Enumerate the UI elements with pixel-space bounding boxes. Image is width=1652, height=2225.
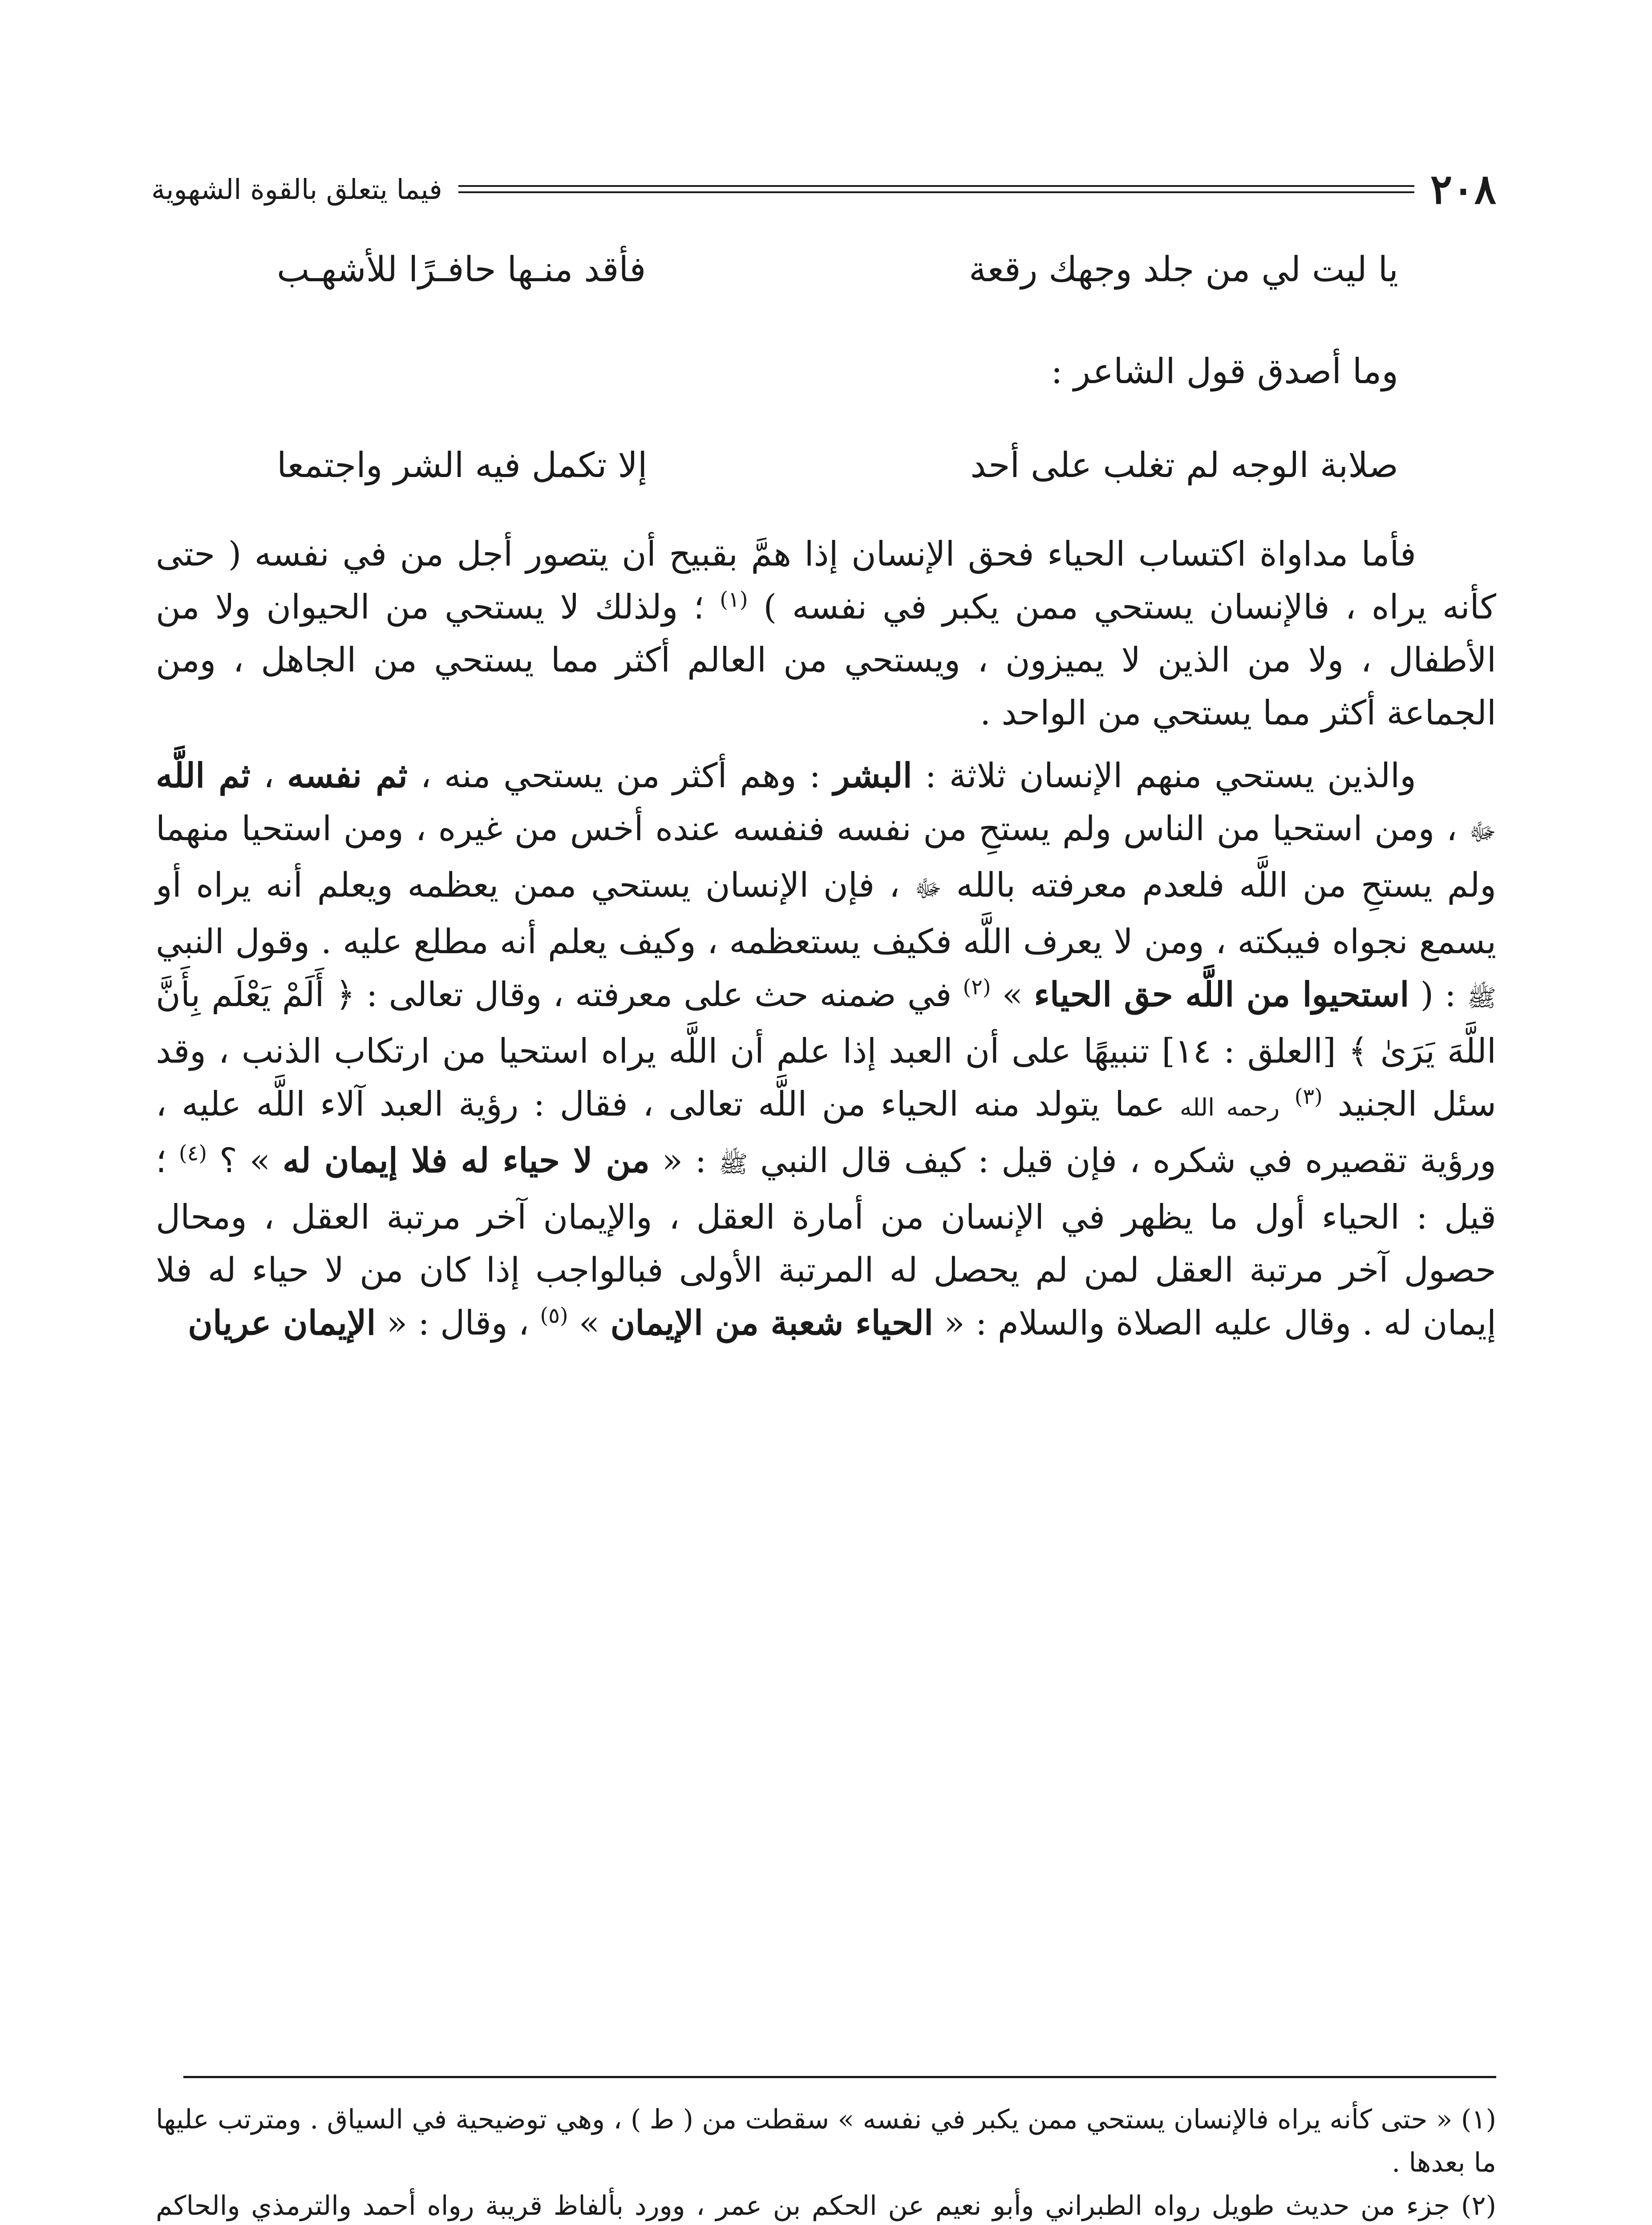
text-run: ، فإن الإنسان يستحي ممن يعظمه ويعلم أنه يراه أو يسمع نجواه فيبكته ، ومن لا يعرف اللَّه فكيف يستعظمه ، وكيف يعلم أنه مطلع عليه . وقول النبي <box>156 865 1496 961</box>
text-run: » ؟ <box>219 1141 271 1180</box>
footnote-ref-2[interactable]: (٢) <box>963 975 991 1000</box>
verse-1-first-hemistich: يا ليت لي من جلد وجهك رقعة <box>968 250 1398 290</box>
main-text <box>156 527 1496 1349</box>
text-run: ، <box>263 756 275 795</box>
text-run: : وهم أكثر من يستحي منه ، <box>420 756 821 795</box>
footnote-separator <box>183 2076 1496 2078</box>
verse-2-second-hemistich: إلا تكمل فيه الشر واجتمعا <box>277 445 648 485</box>
hadith-quote: من لا حياء له فلا إيمان له <box>282 1141 650 1180</box>
hadith-quote: الإيمان عريان <box>188 1303 376 1343</box>
footnote-ref-3[interactable]: (٣) <box>1294 1084 1323 1109</box>
running-title: فيما يتعلق بالقوة الشهوية <box>151 173 442 206</box>
text-run: ، ومن استحيا من الناس ولم يستحِ من نفسه فنفسه عنده أخس من غيره ، ومن استحيا منهما ولم يستحِ من اللَّه فلعدم معرفته بالله <box>156 809 1497 905</box>
footnote-1: (١) « حتى كأنه يراه فالإنسان يستحي ممن يكبر في نفسه » سقطت من ( ط ) ، وهي توضيحية في السياق . ومترتب عليها ما بعدها . <box>156 2104 1496 2178</box>
hadith-quote: استحيوا من اللَّه حق الحياء <box>1034 975 1409 1014</box>
text-run: : ( <box>1420 975 1456 1014</box>
text-run: فأما مداواة اكتساب الحياء فحق الإنسان إذا همَّ بقبيح أن يتصور أجل من في نفسه ( حتى كأنه يراه ، فالإنسان يستحي ممن يكبر في نفسه ) <box>156 534 1496 627</box>
honorific-glyph: ﷻ <box>914 874 942 902</box>
footnotes <box>156 2098 1496 2225</box>
text-run: » <box>579 1303 600 1343</box>
honorific-glyph: ﷺ <box>1467 984 1496 1012</box>
bold-term: ثم اللَّه <box>156 756 251 795</box>
text-run: في ضمنه حث على معرفته ، وقال تعالى : ﴿ أَلَمْ يَعْلَم بِأَنَّ اللَّهَ يَرَىٰ ﴾ [العلق : ١٤] تنبيهًا على أن العبد إذا علم أن اللَّه يراه استحيا من ارتكاب الذنب ، وقد سئل الجنيد <box>156 975 1496 1124</box>
honorific-glyph: ﷺ <box>719 1150 748 1178</box>
footnote-2: (٢) جزء من حديث طويل رواه الطبراني وأبو نعيم عن الحكم بن عمر ، وورد بألفاظ قريبة رواه أحمد والترمذي والحاكم <box>156 2190 1496 2221</box>
text-run: ، وقال : « <box>386 1303 530 1343</box>
paragraph-2 <box>156 749 1496 1349</box>
text-run: : « <box>662 1141 707 1180</box>
poem-verse-2 <box>277 445 1398 487</box>
verse-1-second-hemistich: فأقد منـها حافـرًا للأشهـب <box>277 250 646 290</box>
text-run: » <box>1002 975 1023 1014</box>
header-double-rule <box>458 185 1414 193</box>
footnote-ref-5[interactable]: (٥) <box>540 1303 568 1328</box>
page-number: ٢٠٨ <box>1430 165 1496 213</box>
footnote-ref-1[interactable]: (١) <box>720 587 748 612</box>
footnote-ref-4[interactable]: (٤) <box>178 1141 207 1166</box>
text-run: والذين يستحي منهم الإنسان ثلاثة : <box>925 756 1416 795</box>
poem-verse-1 <box>277 249 1398 291</box>
text-run: ؛ ولذلك لا يستحي من الحيوان ولا من الأطفال ، ولا من الذين لا يميزون ، ويستحي من العالم أكثر مما يستحي من الجاهل ، ومن الجماعة أكثر مما يستحي من الواحد . <box>156 587 1496 732</box>
bold-term: البشر <box>833 756 912 795</box>
bold-term: ثم نفسه <box>287 756 408 795</box>
text-run: عما يتولد منه الحياء من اللَّه تعالى ، فقال : رؤية العبد آلاء اللَّه عليه ، ورؤية تقصيره في شكره ، فإن قيل : كيف قال النبي <box>156 1084 1496 1180</box>
hadith-quote: الحياء شعبة من الإيمان <box>610 1303 934 1343</box>
poem-intro-line: وما أصدق قول الشاعر : <box>1051 352 1398 392</box>
running-header <box>151 160 1496 218</box>
honorific-glyph: ﷻ <box>1469 818 1496 846</box>
verse-2-first-hemistich: صلابة الوجه لم تغلب على أحد <box>970 445 1398 485</box>
text-run: ؛ قيل : الحياء أول ما يظهر في الإنسان من أمارة العقل ، والإيمان آخر مرتبة العقل ، ومحال حصول آخر مرتبة العقل لمن لم يحصل له المرتبة الأولى فبالواجب إذا كان من لا حياء له فلا إيمان له . وقال عليه الصلاة والسلام : « <box>156 1141 1497 1343</box>
paragraph-1 <box>156 527 1496 739</box>
honorific-glyph: رحمه الله <box>1179 1093 1280 1121</box>
